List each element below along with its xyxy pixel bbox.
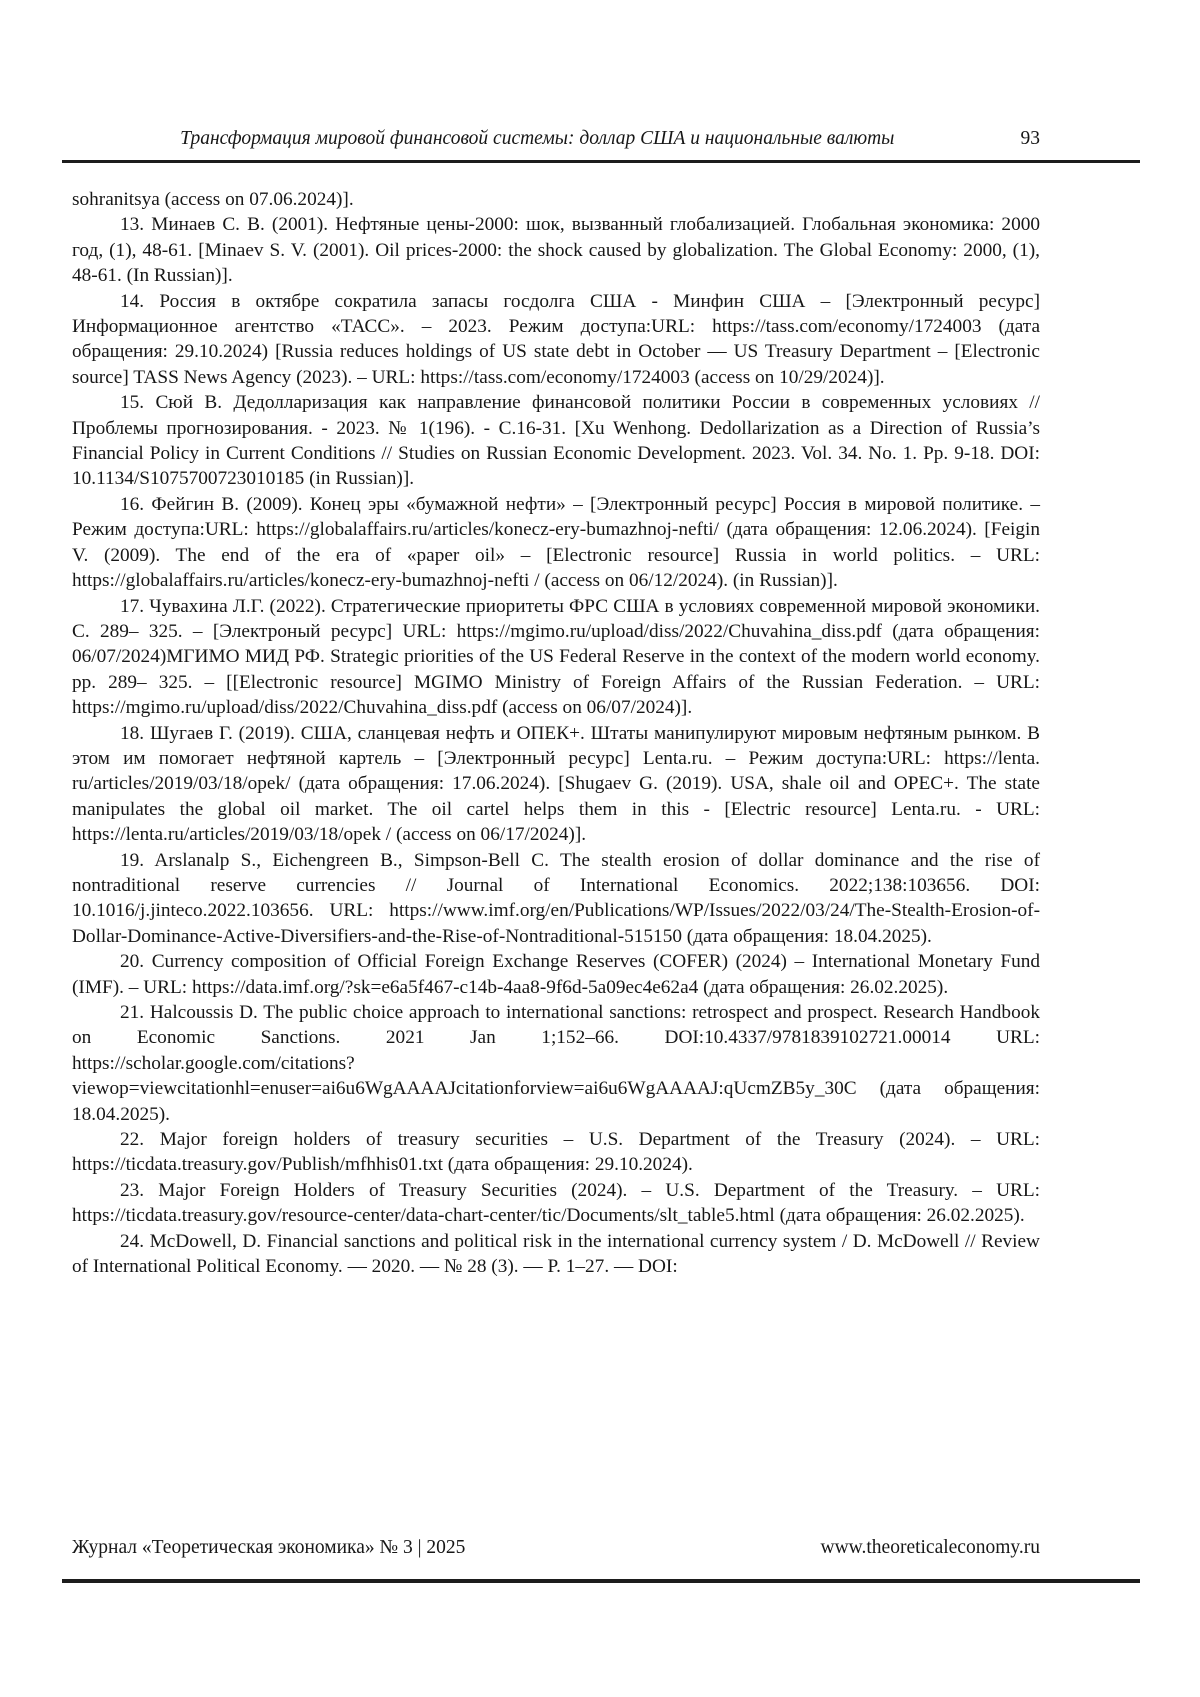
reference-number: 15. bbox=[120, 392, 145, 414]
reference-text: Россия в октябре сократила запасы госдолга США - Минфин США – [Электронный ресурс] Информационное агентство «ТАСС». – 2023. Режим доступа:URL: https://tass.com/economy/1724003 (дата обращения: 29.10.2024) [Russia reduces holdings of US state debt in October — US Treasury Department – [Electronic source] TASS News Agency (2023). – URL: https://tass.com/economy/1724003 (access on 10/29/2024)]. bbox=[72, 290, 1040, 388]
references-section bbox=[72, 187, 1040, 1279]
reference-number: 23. bbox=[120, 1179, 145, 1201]
reference-item bbox=[72, 848, 1040, 950]
page-header bbox=[72, 128, 1040, 150]
reference-number: 19. bbox=[120, 849, 145, 871]
reference-number: 20. bbox=[120, 951, 145, 973]
reference-number: 22. bbox=[120, 1129, 145, 1151]
reference-item bbox=[72, 721, 1040, 848]
reference-number: 16. bbox=[120, 493, 145, 515]
reference-text: McDowell, D. Financial sanctions and political risk in the international currency system / D. McDowell // Review of International Political Economy. — 2020. — № 28 (3). — P. 1–27. — DOI: bbox=[72, 1230, 1040, 1278]
reference-text: Шугаев Г. (2019). США, сланцевая нефть и ОПЕК+. Штаты манипулируют мировым нефтяным рынком. В этом им помогает нефтяной картель – [Электронный ресурс] Lenta.ru. – Режим доступа:URL: https://lenta. ru/articles/2019/03/18/opek/ (дата обращения: 17.06.2024). [Shugaev G. (2019). USA, shale oil and OPEC+. The state manipulates the global oil market. The oil cartel helps them in this - [Electric resource] Lenta.ru. - URL: https://lenta.ru/articles/2019/03/18/opek / (access on 06/17/2024)]. bbox=[72, 722, 1040, 846]
reference-continuation: sohranitsya (access on 07.06.2024)]. bbox=[72, 189, 354, 210]
footer-rule bbox=[62, 1579, 1140, 1583]
reference-item bbox=[72, 212, 1040, 288]
footer-journal-name: Журнал «Теоретическая экономика» № 3 | 2025 bbox=[72, 1537, 466, 1558]
page-number: 93 bbox=[1020, 128, 1040, 149]
reference-text: Минаев С. В. (2001). Нефтяные цены-2000: шок, вызванный глобализацией. Глобальная экономика: 2000 год, (1), 48-61. [Minaev S. V. (2001). Oil prices-2000: the shock caused by globalization. The Global Economy: 2000, (1), 48-61. (In Russian)]. bbox=[72, 214, 1040, 287]
reference-item bbox=[72, 594, 1040, 721]
reference-number: 17. bbox=[120, 595, 145, 617]
reference-item bbox=[72, 949, 1040, 1000]
reference-item bbox=[72, 390, 1040, 492]
reference-text: Major Foreign Holders of Treasury Securities (2024). – U.S. Department of the Treasury. – URL: https://ticdata.treasury.gov/resource-center/data-chart-center/tic/Documents/slt_table5.html (дата обращения: 26.02.2025). bbox=[72, 1179, 1040, 1227]
reference-item bbox=[72, 1178, 1040, 1229]
reference-text: Major foreign holders of treasury securities – U.S. Department of the Treasury (2024). – URL: https://ticdata.treasury.gov/Publish/mfhhis01.txt (дата обращения: 29.10.2024). bbox=[72, 1129, 1040, 1176]
reference-item bbox=[72, 492, 1040, 594]
page-footer bbox=[72, 1537, 1040, 1559]
header-rule bbox=[62, 160, 1140, 163]
reference-text: Arslanalp S., Eichengreen B., Simpson-Bell C. The stealth erosion of dollar dominance and the rise of nontraditional reserve currencies // Journal of International Economics. 2022;138:103656. DOI: 10.1016/j.jinteco.2022.103656. URL: https://www.imf.org/en/Publications/WP/Issues/2022/03/24/The-Stealth-Erosion-of-Dollar-Dominance-Active-Diversifiers-and-the-Rise-of-Nontraditional-515150 (дата обращения: 18.04.2025). bbox=[72, 849, 1040, 947]
reference-text: Сюй В. Дедолларизация как направление финансовой политики России в современных условиях // Проблемы прогнозирования. - 2023. № 1(196). - С.16-31. [Xu Wenhong. Dedollarization as a Direction of Russia’s Financial Policy in Current Conditions // Studies on Russian Economic Development. 2023. Vol. 34. No. 1. Pp. 9-18. DOI: 10.1134/S1075700723010185 (in Russian)]. bbox=[72, 392, 1040, 490]
footer-website: www.theoreticaleconomy.ru bbox=[820, 1537, 1040, 1558]
reference-text: Currency composition of Official Foreign Exchange Reserves (COFER) (2024) – International Monetary Fund (IMF). – URL: https://data.imf.org/?sk=e6a5f467-c14b-4aa8-9f6d-5a09ec4e62a4 (дата обращения: 26.02.2025). bbox=[72, 951, 1040, 998]
reference-text: Halcoussis D. The public choice approach to international sanctions: retrospect and prospect. Research Handbook on Economic Sanctions. 2021 Jan 1;152–66. DOI:10.4337/9781839102721.00014 URL: https://scholar.google.com/citations?viewop=viewcitationhl=enuser=ai6u6WgAAAAJcitationforview=ai6u6WgAAAAJ:qUcmZB5y_30C (дата обращения: 18.04.2025). bbox=[72, 1002, 1040, 1125]
running-title: Трансформация мировой финансовой системы: доллар США и национальные валюты bbox=[180, 128, 895, 149]
reference-number: 18. bbox=[120, 722, 145, 744]
reference-number: 24. bbox=[120, 1230, 145, 1252]
reference-item bbox=[72, 1127, 1040, 1178]
reference-text: Фейгин В. (2009). Конец эры «бумажной нефти» – [Электронный ресурс] Россия в мировой политике. – Режим доступа:URL: https://globalaffairs.ru/articles/konecz-ery-bumazhnoj-nefti/ (дата обращения: 12.06.2024). [Feigin V. (2009). The end of the era of «paper oil» – [Electronic resource] Russia in world politics. – URL: https://globalaffairs.ru/articles/konecz-ery-bumazhnoj-nefti / (access on 06/12/2024). (in Russian)]. bbox=[72, 493, 1040, 592]
reference-item bbox=[72, 1229, 1040, 1280]
reference-item bbox=[72, 1000, 1040, 1127]
reference-number: 21. bbox=[120, 1002, 145, 1023]
reference-number: 14. bbox=[120, 290, 145, 312]
reference-item bbox=[72, 289, 1040, 391]
reference-number: 13. bbox=[120, 214, 145, 236]
reference-text: Чувахина Л.Г. (2022). Стратегические приоритеты ФРС США в условиях современной мировой экономики. С. 289– 325. – [Электроный ресурс] URL: https://mgimo.ru/upload/diss/2022/Chuvahina_diss.pdf (дата обращения: 06/07/2024)МГИМО МИД РФ. Strategic priorities of the US Federal Reserve in the context of the modern world economy. pp. 289– 325. – [[Electronic resource] MGIMO Ministry of Foreign Affairs of the Russian Federation. – URL: https://mgimo.ru/upload/diss/2022/Chuvahina_diss.pdf (access on 06/07/2024)]. bbox=[72, 595, 1040, 719]
